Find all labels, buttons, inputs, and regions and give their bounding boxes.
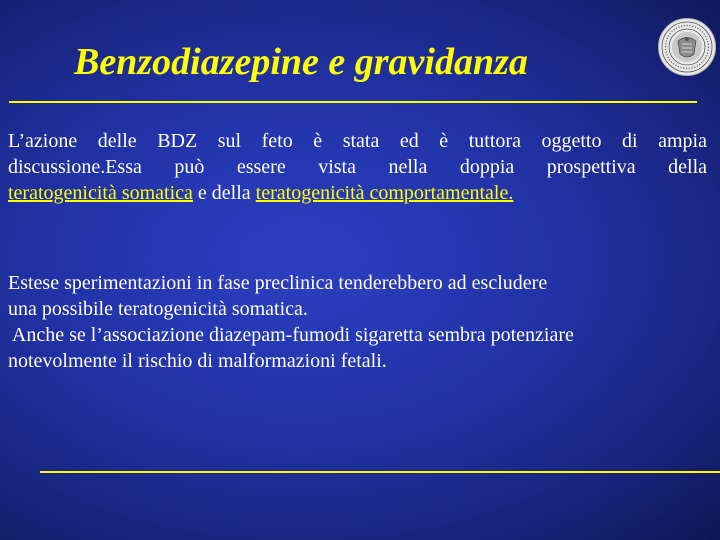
link-teratogenicita-comportamentale[interactable]: teratogenicità comportamentale. bbox=[255, 182, 514, 204]
paragraph-intro-line-3 bbox=[8, 180, 707, 206]
paragraph-studies-line-1: Estese sperimentazioni in fase preclinica tenderebbero ad escludere bbox=[8, 272, 548, 294]
university-seal-icon bbox=[657, 17, 717, 77]
paragraph-intro-line-1: L’azione delle BDZ sul feto è stata ed è tuttora oggetto di ampia bbox=[8, 130, 707, 152]
connector-text: e della bbox=[192, 182, 256, 204]
paragraph-studies bbox=[8, 270, 708, 374]
paragraph-intro bbox=[8, 128, 707, 206]
paragraph-studies-line-3: Anche se l’associazione diazepam-fumodi sigaretta sembra potenziare bbox=[8, 324, 574, 346]
bottom-divider bbox=[40, 471, 720, 473]
slide-title: Benzodiazepine e gravidanza bbox=[74, 41, 528, 83]
title-divider bbox=[9, 101, 697, 103]
paragraph-studies-line-4: notevolmente il rischio di malformazioni fetali. bbox=[8, 350, 387, 372]
paragraph-intro-line-2: discussione.Essa può essere vista nella doppia prospettiva della bbox=[8, 156, 707, 178]
link-teratogenicita-somatica[interactable]: teratogenicità somatica bbox=[8, 182, 193, 204]
paragraph-studies-line-2: una possibile teratogenicità somatica. bbox=[8, 298, 308, 320]
